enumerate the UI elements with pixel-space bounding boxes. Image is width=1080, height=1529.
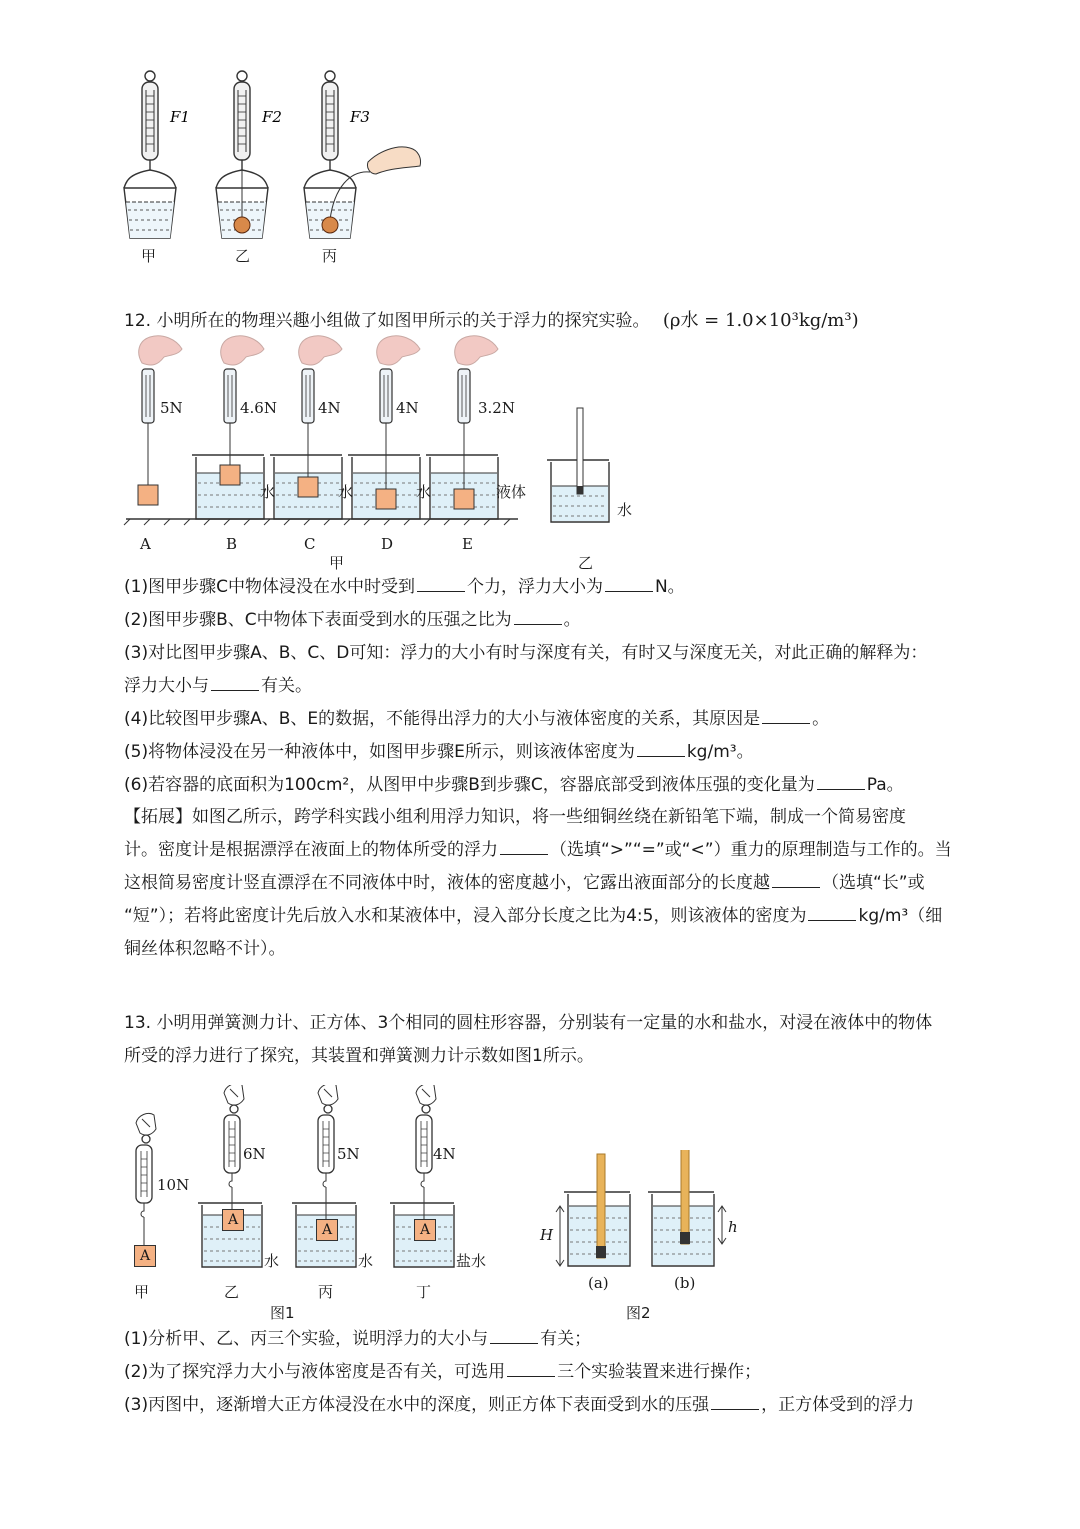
q12-p1-c: N。 — [654, 577, 685, 597]
q13-caption-yi: 乙 — [224, 1283, 240, 1301]
q13-part-3 — [124, 1394, 914, 1416]
q12-ext-4-b: kg/m³（细 — [858, 906, 943, 926]
top-caption-jia: 甲 — [141, 247, 157, 265]
q12-figure-jia — [120, 335, 540, 535]
q12-liquid-b: 水 — [260, 483, 276, 501]
q13-fig2-a: (a) — [588, 1274, 609, 1292]
q13-reading-bing: 5N — [337, 1145, 360, 1163]
q13-caption-ding: 丁 — [416, 1283, 432, 1301]
answer-blank[interactable] — [762, 709, 810, 724]
q12-p1-a: (1)图甲步骤C中物体浸没在水中时受到 — [124, 577, 415, 597]
q12-ext-3-b: （选填“长”或 — [822, 873, 925, 893]
q13-part-1 — [124, 1328, 591, 1350]
q13-liquid-ding: 盐水 — [456, 1252, 487, 1270]
q12-ext-4 — [124, 905, 942, 927]
answer-blank[interactable] — [507, 1362, 555, 1377]
q12-formula: (ρ水 = 1.0×10³kg/m³) — [662, 310, 859, 331]
q13-p2-a: (2)为了探究浮力大小与液体密度是否有关，可选用 — [124, 1362, 506, 1382]
q12-step-b: B — [226, 535, 238, 553]
q12-ext-4-a: “短”）；若将此密度计先后放入水和某液体中，浸入部分长度之比为4:5，则该液体的密度为 — [124, 906, 807, 926]
q12-p4-b: 。 — [812, 709, 830, 729]
q13-block-ding: A — [414, 1219, 436, 1241]
q12-step-e: E — [462, 535, 473, 553]
q12-ext-3-a: 这根简易密度计竖直漂浮在不同液体中时，液体的密度越小，它露出液面部分的长度越 — [124, 873, 770, 893]
q13-reading-yi: 6N — [243, 1145, 266, 1163]
q12-ext-3 — [124, 872, 925, 894]
answer-blank[interactable] — [772, 873, 820, 888]
q12-caption-yi: 乙 — [578, 554, 594, 572]
scale-label-f3: F3 — [350, 108, 370, 126]
q12-ext-2 — [124, 839, 952, 861]
answer-blank[interactable] — [490, 1329, 538, 1344]
q12-ext-2-a: 计。密度计是根据漂浮在液面上的物体所受的浮力 — [124, 840, 498, 860]
q12-liquid-c: 水 — [338, 483, 354, 501]
q12-part-5 — [124, 741, 754, 763]
q13-p2-b: 三个实验装置来进行操作； — [557, 1362, 762, 1382]
q12-part-6 — [124, 774, 904, 796]
scale-label-f2: F2 — [262, 108, 282, 126]
q13-fig2-caption: 图2 — [626, 1304, 651, 1322]
q12-ext-5-a: 铜丝体积忽略不计）。 — [124, 939, 286, 959]
q12-p3-a: (3)对比图甲步骤A、B、C、D可知：浮力的大小有时与深度有关，有时又与深度无关，对此正确的解释为： — [124, 643, 928, 663]
q12-part-4 — [124, 708, 829, 730]
q12-yi-liquid: 水 — [617, 501, 633, 519]
q13-reading-jia: 10N — [157, 1176, 190, 1194]
q12-part-1 — [124, 576, 685, 598]
q13-caption-bing: 丙 — [318, 1283, 334, 1301]
q12-caption-jia: 甲 — [329, 554, 345, 572]
scale-label-f1: F1 — [170, 108, 190, 126]
q13-fig2-b: (b) — [674, 1274, 696, 1292]
q12-ext-2-b: （选填“>”“=”或“<”）重力的原理制造与工作的。当 — [550, 840, 952, 860]
answer-blank[interactable] — [211, 676, 259, 691]
answer-blank[interactable] — [711, 1395, 759, 1410]
q13-block-bing: A — [316, 1219, 338, 1241]
q12-step-a: A — [140, 535, 151, 553]
q12-part-3 — [124, 642, 927, 664]
q12-ext-1-a: 【拓展】如图乙所示，跨学科实践小组利用浮力知识，将一些细铜丝绕在新铅笔下端，制成一个简易密度 — [124, 807, 906, 827]
q13-mark-H: H — [540, 1226, 554, 1244]
q13-stem-2: 所受的浮力进行了探究，其装置和弹簧测力计示数如图1所示。 — [124, 1046, 594, 1066]
q13-fig1-caption: 图1 — [270, 1304, 295, 1322]
q12-p6-a: (6)若容器的底面积为100cm²，从图甲中步骤B到步骤C，容器底部受到液体压强的变化量为 — [124, 775, 815, 795]
q13-liquid-bing: 水 — [358, 1252, 374, 1270]
q12-ext-5 — [124, 938, 286, 960]
q13-p3-b: ，正方体受到的浮力 — [761, 1395, 915, 1415]
q12-p2-a: (2)图甲步骤B、C中物体下表面受到水的压强之比为 — [124, 610, 512, 630]
q13-caption-jia: 甲 — [134, 1283, 150, 1301]
q13-block-jia: A — [134, 1245, 156, 1267]
q12-reading-a: 5N — [160, 399, 183, 417]
q12-p1-b: 个力，浮力大小为 — [466, 577, 603, 597]
q12-liquid-d: 水 — [416, 483, 432, 501]
answer-blank[interactable] — [514, 610, 562, 625]
q12-stem-text: 12. 小明所在的物理兴趣小组做了如图甲所示的关于浮力的探究实验。 — [124, 311, 650, 331]
q13-p1-b: 有关； — [540, 1329, 592, 1349]
q12-p5-b: kg/m³。 — [686, 742, 754, 762]
answer-blank[interactable] — [500, 840, 548, 855]
q12-reading-d: 4N — [396, 399, 419, 417]
q12-p4-a: (4)比较图甲步骤A、B、E的数据，不能得出浮力的大小与液体密度的关系，其原因是 — [124, 709, 761, 729]
answer-blank[interactable] — [808, 906, 856, 921]
q13-stem-1: 13. 小明用弹簧测力计、正方体、3个相同的圆柱形容器，分别装有一定量的水和盐水，对浸在液体中的物体 — [124, 1013, 933, 1033]
q13-p3-a: (3)丙图中，逐渐增大正方体浸没在水中的深度，则正方体下表面受到水的压强 — [124, 1395, 710, 1415]
q12-p2-b: 。 — [563, 610, 581, 630]
q13-p1-a: (1)分析甲、乙、丙三个实验，说明浮力的大小与 — [124, 1329, 489, 1349]
top-caption-bing: 丙 — [322, 247, 338, 265]
answer-blank[interactable] — [417, 577, 465, 592]
q12-figure-yi — [545, 400, 625, 530]
q13-reading-ding: 4N — [433, 1145, 456, 1163]
q12-reading-b: 4.6N — [240, 399, 277, 417]
q13-part-2 — [124, 1361, 761, 1383]
top-figure — [110, 70, 430, 270]
q12-step-c: C — [304, 535, 316, 553]
q13-figure-2 — [530, 1150, 750, 1280]
answer-blank[interactable] — [637, 742, 685, 757]
answer-blank[interactable] — [817, 775, 865, 790]
q13-liquid-yi: 水 — [264, 1252, 280, 1270]
q12-p3-b: 浮力大小与 — [124, 676, 209, 696]
q12-reading-c: 4N — [318, 399, 341, 417]
q12-step-d: D — [381, 535, 394, 553]
q12-part-2 — [124, 609, 581, 631]
q12-p6-b: Pa。 — [866, 775, 904, 795]
q12-p5-a: (5)将物体浸没在另一种液体中，如图甲步骤E所示，则该液体密度为 — [124, 742, 635, 762]
q12-reading-e: 3.2N — [478, 399, 515, 417]
q12-stem — [124, 310, 859, 332]
answer-blank[interactable] — [605, 577, 653, 592]
top-caption-yi: 乙 — [235, 247, 251, 265]
q12-p3-c: 有关。 — [261, 676, 312, 696]
q13-mark-h: h — [728, 1218, 738, 1236]
q12-liquid-e: 液体 — [496, 483, 527, 501]
q13-block-yi: A — [222, 1209, 244, 1231]
q12-ext-1 — [124, 806, 906, 828]
q12-part-3-cont — [124, 675, 312, 697]
